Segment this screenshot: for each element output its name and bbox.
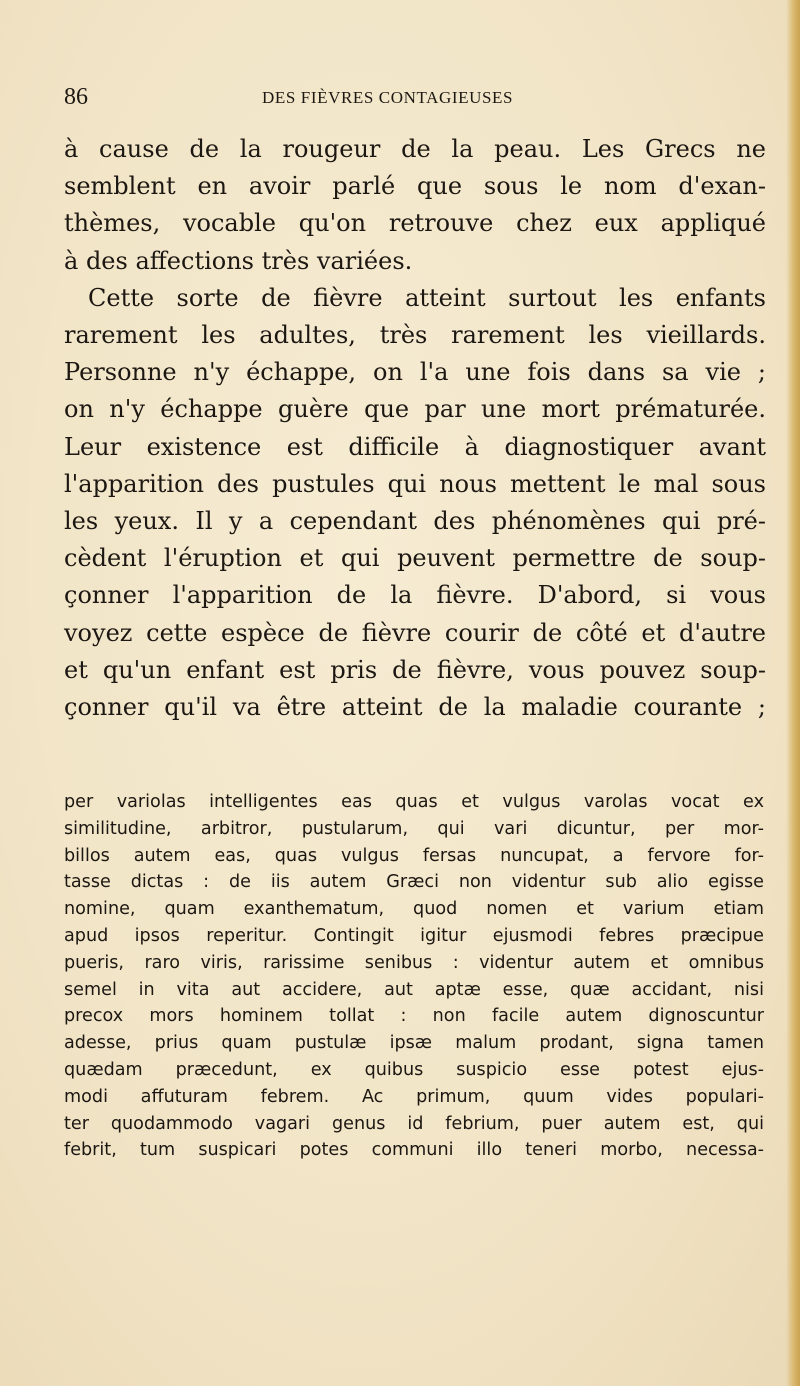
note-text-line: nomine, quam exanthematum, quod nomen et varium etiam <box>64 899 764 920</box>
note-text-line: similitudine, arbitror, pustularum, qui vari dicuntur, per mor- <box>64 818 764 839</box>
note-text-line: adesse, prius quam pustulæ ipsæ malum prodant, signa tamen <box>64 1033 764 1054</box>
main-text-line: et qu'un enfant est pris de fièvre, vous pouvez soup- <box>64 655 766 684</box>
note-text-line: pueris, raro viris, rarissime senibus : videntur autem et omnibus <box>64 952 764 973</box>
note-text-line: quædam præcedunt, ex quibus suspicio esse potest ejus- <box>64 1059 764 1080</box>
main-text-line: çonner l'apparition de la fièvre. D'abord, si vous <box>64 581 766 610</box>
page-header <box>64 82 764 112</box>
note-text-line: modi affuturam febrem. Ac primum, quum vides populari- <box>64 1086 764 1107</box>
main-text-line: on n'y échappe guère que par une mort prématurée. <box>64 395 766 424</box>
note-text-line: semel in vita aut accidere, aut aptæ esse, quæ accidant, nisi <box>64 979 764 1000</box>
main-text-line: çonner qu'il va être atteint de la maladie courante ; <box>64 693 766 722</box>
main-text-body <box>64 131 766 726</box>
main-text-line: Cette sorte de fièvre atteint surtout les enfants <box>88 283 766 312</box>
note-text-line: febrit, tum suspicari potes communi illo teneri morbo, necessa- <box>64 1140 764 1161</box>
main-text-line: l'apparition des pustules qui nous mettent le mal sous <box>64 469 766 498</box>
note-text-line: precox mors hominem tollat : non facile autem dignoscuntur <box>64 1006 764 1027</box>
page-edge <box>786 0 800 1386</box>
main-text-line: les yeux. Il y a cependant des phénomènes qui pré- <box>64 507 766 536</box>
main-text-line: à cause de la rougeur de la peau. Les Grecs ne <box>64 135 766 163</box>
main-text-line: thèmes, vocable qu'on retrouve chez eux appliqué <box>64 209 766 238</box>
main-text-line: semblent en avoir parlé que sous le nom d'exan- <box>64 172 766 201</box>
running-title: DES FIÈVRES CONTAGIEUSES <box>262 88 514 107</box>
note-text-line: billos autem eas, quas vulgus fersas nuncupat, a fervore for- <box>64 845 764 866</box>
main-text-line: rarement les adultes, très rarement les vieillards. <box>64 321 766 350</box>
main-text-line: Personne n'y échappe, on l'a une fois dans sa vie ; <box>64 358 766 387</box>
note-text-line: per variolas intelligentes eas quas et vulgus varolas vocat ex <box>64 792 764 812</box>
main-text-line: Leur existence est difficile à diagnostiquer avant <box>64 432 766 461</box>
main-text-line: cèdent l'éruption et qui peuvent permettre de soup- <box>64 544 766 573</box>
note-text-line: tasse dictas : de iis autem Græci non videntur sub alio egisse <box>64 872 764 893</box>
latin-note-body <box>64 789 764 1164</box>
note-text-line: ter quodammodo vagari genus id febrium, puer autem est, qui <box>64 1113 764 1134</box>
main-text-line: voyez cette espèce de fièvre courir de côté et d'autre <box>64 618 766 647</box>
main-text-line: à des affections très variées. <box>64 246 413 275</box>
page-number: 86 <box>64 84 88 110</box>
note-text-line: apud ipsos reperitur. Contingit igitur ejusmodi febres præcipue <box>64 925 764 946</box>
